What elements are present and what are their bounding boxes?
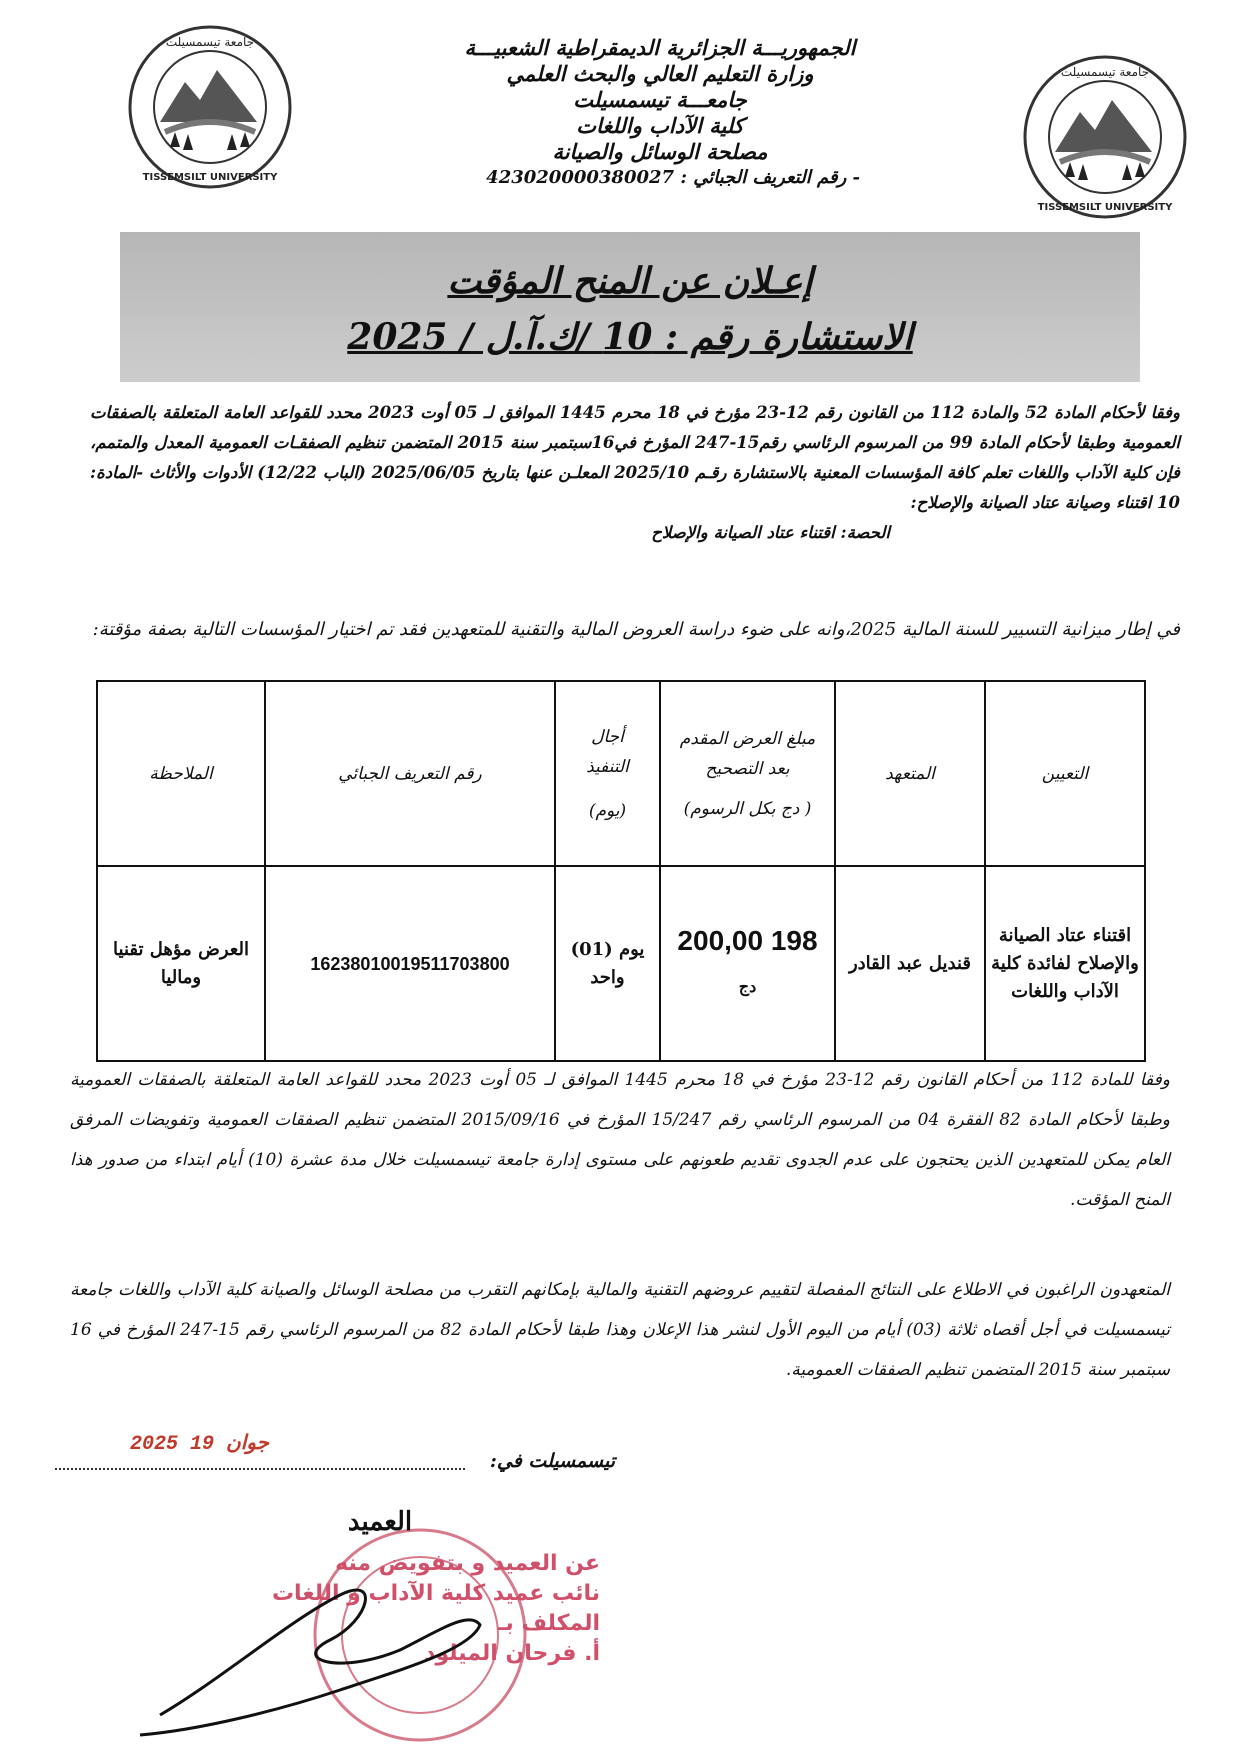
stamp-line1: عن العميد و بتفويض منه <box>335 1551 600 1576</box>
cell-designation: اقتناء عتاد الصيانة والإصلاح لفائدة كلية الآداب واللغات <box>985 866 1145 1061</box>
intro-paragraph <box>90 398 1180 548</box>
lot-line: الحصة: اقتناء عتاد الصيانة والإصلاح <box>651 523 890 542</box>
amount-currency: دج <box>738 976 757 996</box>
header-delay-line3: (يوم) <box>588 800 627 821</box>
tax-id-value: 423020000380027 <box>486 167 675 188</box>
letterhead <box>420 35 900 191</box>
header-amount-line1: مبلغ العرض المقدم <box>679 728 816 749</box>
header-delay <box>555 681 660 866</box>
ministry-line: وزارة التعليم العالي والبحث العلمي <box>506 61 814 86</box>
header-amount-line3: ( دج بكل الرسوم) <box>683 798 812 819</box>
delay-line1: يوم (01) <box>570 938 645 960</box>
title-banner <box>120 232 1140 382</box>
header-bidder: المتعهد <box>835 681 985 866</box>
date-dotted-line <box>55 1468 465 1470</box>
header-remark: الملاحظة <box>97 681 265 866</box>
intro-text: وفقا لأحكام المادة 52 والمادة 112 من القانون رقم 12-23 مؤرخ في 18 محرم 1445 الموافق لـ 05 أوت 2023 محدد للقواعد العامة المتعلقة بالصفقات العمومية وطبقا لأحكام المادة 99 من المرسوم الرئاسي رقم15-247 المؤرخ في16سبتمبر سنة 2015 المتضمن تنظيم الصفقـات العمومية المعدل والمتمم، فإن كلية الآداب واللغات تعلم كافة المؤسسات المعنية بالاستشارة رقـم 2025/10 المعلـن عنها بتاريخ 2025/06/05 (الباب 12/22) الأدوات والأثاث -المادة: 10 اقتناء وصيانة عتاد الصيانة والإصلاح: <box>90 403 1180 512</box>
stamp-name: أ. فرحان الميلود <box>424 1641 600 1666</box>
announcement-title: إعـلان عن المنح المؤقت <box>447 260 813 302</box>
header-amount <box>660 681 835 866</box>
place-date <box>55 1430 615 1490</box>
stamp-line3: المكلف بـ <box>498 1611 600 1636</box>
provisional-award-table <box>96 680 1146 1062</box>
logo-english-text: TISSEMSILT UNIVERSITY <box>1037 202 1173 213</box>
cell-remark: العرض مؤهل تقنيا وماليا <box>97 866 265 1061</box>
cell-delay <box>555 866 660 1061</box>
republic-line: الجمهوريـــة الجزائرية الديمقراطية الشعبيـــة <box>464 35 856 60</box>
university-logo-left <box>125 22 295 192</box>
signature-block <box>40 1500 640 1750</box>
header-designation: التعيين <box>985 681 1145 866</box>
selection-paragraph: في إطار ميزانية التسيير للسنة المالية 2025،وانه على ضوء دراسة العروض المالية والتقنية للمتعهدين فقد تم اختيار المؤسسات التالية بصفة مؤقتة: <box>92 619 1180 640</box>
logo-english-text: TISSEMSILT UNIVERSITY <box>142 172 278 183</box>
tax-id-label: - رقم التعريف الجبائي : <box>680 167 860 188</box>
logo-arabic-text: جامعة تيسمسيلت <box>1060 65 1150 79</box>
service-line: مصلحة الوسائل والصيانة <box>552 139 768 164</box>
university-logo-right <box>1020 52 1190 222</box>
header-tax-id: رقم التعريف الجبائي <box>265 681 555 866</box>
faculty-line: كلية الآداب واللغات <box>576 113 744 138</box>
tax-id-line <box>420 165 860 191</box>
header-delay-line1: أجال <box>591 726 624 747</box>
header-amount-line2: بعد التصحيح <box>705 758 790 779</box>
table-row <box>97 866 1145 1061</box>
cell-amount <box>660 866 835 1061</box>
logo-arabic-text: جامعة تيسمسيلت <box>165 35 255 49</box>
results-paragraph: المتعهدون الراغبون في الاطلاع على النتائج المفصلة لتقييم عروضهم التقنية والمالية بإمكانهم التقرب من مصلحة الوسائل والصيانة كلية الآداب واللغات جامعة تيسمسيلت في أجل أقصاه ثلاثة (03) أيام من اليوم الأول لنشر هذا الإعلان وهذا طبقا لأحكام المادة 82 من المرسوم الرئاسي رقم 15-247 المؤرخ في 16 سبتمبر سنة 2015 المتضمن تنظيم الصفقات العمومية. <box>70 1280 1170 1380</box>
university-line: جامعـــة تيسمسيلت <box>573 87 747 112</box>
stamp-line2: نائب عميد كلية الآداب و اللغات <box>271 1581 600 1606</box>
date-stamp: 2025 جوان 19 <box>130 1433 269 1456</box>
place-label: تيسمسيلت في: <box>489 1450 615 1472</box>
dean-title: العميد <box>347 1507 413 1537</box>
appeal-paragraph: وفقا للمادة 112 من أحكام القانون رقم 12-23 مؤرخ في 18 محرم 1445 الموافق لـ 05 أوت 2023 محدد للقواعد العامة المتعلقة بالصفقات العمومية وطبقا لأحكام المادة 82 الفقرة 04 من المرسوم الرئاسي رقم 15/247 المؤرخ في 2015/09/16 المتضمن تنظيم الصفقات العمومية وتفويضات المرفق العام يمكن للمتعهدين الذين يحتجون على عدم الجدوى تقديم طعونهم على مستوى إدارة جامعة تيسمسيلت خلال مدة عشرة (10) أيام ابتداء من صدور هذا المنح المؤقت. <box>70 1070 1170 1210</box>
cell-tax-id: 16238010019511703800 <box>265 866 555 1061</box>
cell-bidder: قنديل عبد القادر <box>835 866 985 1061</box>
header-delay-line2: التنفيذ <box>586 756 629 777</box>
amount-value: 198 200,00 <box>677 924 818 956</box>
consultation-number: الاستشارة رقم : 10 /ك.آ.ل / 2025 <box>347 316 913 358</box>
delay-line2: واحد <box>590 966 625 988</box>
table-header-row <box>97 681 1145 866</box>
